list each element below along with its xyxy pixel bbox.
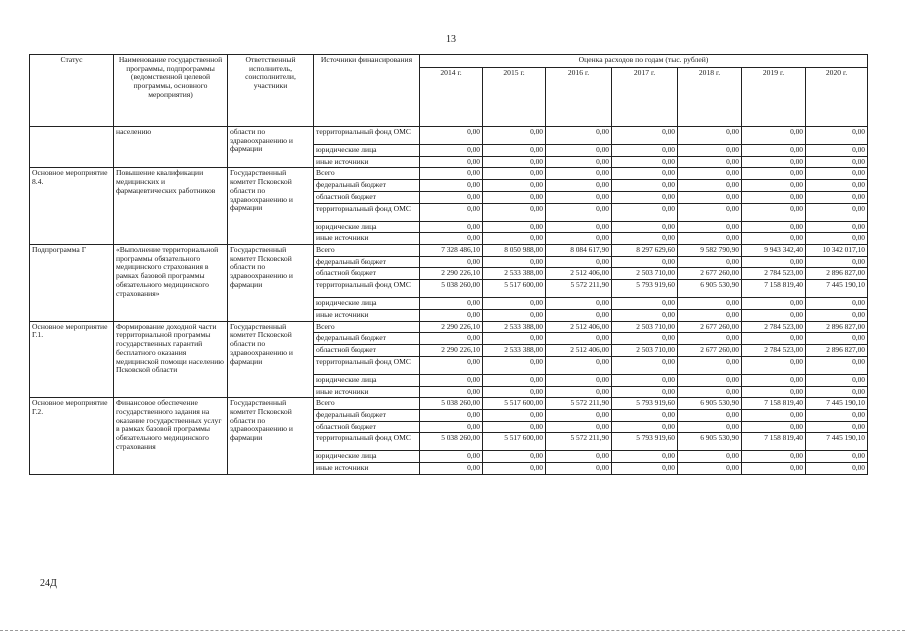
value-cell: 0,00 [806, 309, 868, 321]
scan-edge-line [0, 630, 905, 631]
value-cell: 0,00 [742, 256, 806, 268]
value-cell: 0,00 [678, 127, 742, 145]
value-cell: 0,00 [420, 298, 483, 310]
source-cell: иные источники [314, 386, 420, 398]
value-cell: 0,00 [806, 298, 868, 310]
value-cell: 0,00 [612, 203, 678, 221]
value-cell: 2 512 406,00 [546, 321, 612, 333]
value-cell: 5 572 211,90 [546, 280, 612, 298]
value-cell: 0,00 [420, 180, 483, 192]
value-cell: 0,00 [612, 180, 678, 192]
value-cell: 5 572 211,90 [546, 398, 612, 410]
source-cell: иные источники [314, 463, 420, 475]
name-cell: «Выполнение территориальной программы обязательного медицинского страхования в рамках базовой программы обязательного медицинского страхования» [114, 245, 228, 322]
value-cell: 2 533 388,00 [483, 321, 546, 333]
source-cell: территориальный фонд ОМС [314, 127, 420, 145]
value-cell: 0,00 [546, 233, 612, 245]
value-cell: 0,00 [742, 333, 806, 345]
header-year: 2016 г. [546, 68, 612, 127]
value-cell: 0,00 [678, 409, 742, 421]
value-cell: 0,00 [612, 451, 678, 463]
value-cell: 7 328 486,10 [420, 245, 483, 257]
header-year: 2015 г. [483, 68, 546, 127]
value-cell: 0,00 [420, 221, 483, 233]
value-cell: 0,00 [612, 221, 678, 233]
value-cell: 6 905 530,90 [678, 433, 742, 451]
table-row [30, 127, 868, 145]
value-cell: 0,00 [806, 168, 868, 180]
name-cell: Финансовое обеспечение государственного задания на оказание государственных услуг в рамках базовой программы обязательного медицинского страхования [114, 398, 228, 475]
value-cell: 0,00 [806, 333, 868, 345]
value-cell: 0,00 [612, 156, 678, 168]
value-cell: 0,00 [742, 298, 806, 310]
header-year: 2019 г. [742, 68, 806, 127]
value-cell: 2 503 710,00 [612, 345, 678, 357]
value-cell: 0,00 [483, 386, 546, 398]
table-row [30, 168, 868, 180]
value-cell: 7 445 190,10 [806, 280, 868, 298]
source-cell: территориальный фонд ОМС [314, 280, 420, 298]
value-cell: 0,00 [420, 191, 483, 203]
status-cell: Основное мероприятие Г.1. [30, 321, 114, 398]
value-cell: 0,00 [420, 409, 483, 421]
header-sources: Источники финансирования [314, 55, 420, 127]
value-cell: 0,00 [742, 221, 806, 233]
value-cell: 0,00 [420, 333, 483, 345]
value-cell: 6 905 530,90 [678, 398, 742, 410]
value-cell: 0,00 [420, 203, 483, 221]
value-cell: 0,00 [483, 221, 546, 233]
value-cell: 0,00 [806, 191, 868, 203]
value-cell: 0,00 [483, 168, 546, 180]
value-cell: 2 784 523,00 [742, 268, 806, 280]
value-cell: 0,00 [483, 156, 546, 168]
status-cell: Подпрограмма Г [30, 245, 114, 322]
header-year: 2017 г. [612, 68, 678, 127]
value-cell: 0,00 [806, 180, 868, 192]
source-cell: Всего [314, 245, 420, 257]
value-cell: 0,00 [420, 256, 483, 268]
value-cell: 2 677 260,00 [678, 345, 742, 357]
source-cell: областной бюджет [314, 421, 420, 433]
value-cell: 0,00 [546, 333, 612, 345]
value-cell: 2 784 523,00 [742, 345, 806, 357]
value-cell: 2 533 388,00 [483, 345, 546, 357]
value-cell: 0,00 [612, 233, 678, 245]
name-cell: Повышение квалификации медицинских и фармацевтических работников [114, 168, 228, 245]
value-cell: 0,00 [678, 233, 742, 245]
value-cell: 0,00 [612, 333, 678, 345]
value-cell: 0,00 [612, 374, 678, 386]
source-cell: иные источники [314, 156, 420, 168]
budget-table [29, 54, 868, 475]
value-cell: 0,00 [420, 421, 483, 433]
value-cell: 5 038 260,00 [420, 280, 483, 298]
value-cell: 0,00 [742, 409, 806, 421]
value-cell: 0,00 [612, 356, 678, 374]
source-cell: юридические лица [314, 221, 420, 233]
value-cell: 0,00 [483, 145, 546, 157]
source-cell: юридические лица [314, 374, 420, 386]
value-cell: 0,00 [678, 180, 742, 192]
value-cell: 2 290 226,10 [420, 345, 483, 357]
value-cell: 2 533 388,00 [483, 268, 546, 280]
value-cell: 7 158 819,40 [742, 280, 806, 298]
value-cell: 2 290 226,10 [420, 321, 483, 333]
value-cell: 0,00 [806, 203, 868, 221]
source-cell: территориальный фонд ОМС [314, 203, 420, 221]
value-cell: 0,00 [420, 463, 483, 475]
value-cell: 0,00 [483, 256, 546, 268]
value-cell: 0,00 [678, 356, 742, 374]
header-year: 2020 г. [806, 68, 868, 127]
value-cell: 8 050 988,00 [483, 245, 546, 257]
value-cell: 0,00 [612, 386, 678, 398]
value-cell: 0,00 [420, 145, 483, 157]
value-cell: 2 896 827,00 [806, 345, 868, 357]
source-cell: территориальный фонд ОМС [314, 356, 420, 374]
value-cell: 0,00 [678, 386, 742, 398]
value-cell: 0,00 [678, 374, 742, 386]
source-cell: Всего [314, 321, 420, 333]
value-cell: 0,00 [806, 127, 868, 145]
value-cell: 0,00 [742, 191, 806, 203]
header-year: 2018 г. [678, 68, 742, 127]
value-cell: 0,00 [678, 256, 742, 268]
value-cell: 2 896 827,00 [806, 321, 868, 333]
value-cell: 0,00 [678, 298, 742, 310]
footer-code: 24Д [40, 578, 57, 589]
value-cell: 0,00 [483, 463, 546, 475]
value-cell: 7 158 819,40 [742, 433, 806, 451]
value-cell: 0,00 [742, 233, 806, 245]
value-cell: 0,00 [420, 156, 483, 168]
source-cell: федеральный бюджет [314, 180, 420, 192]
source-cell: иные источники [314, 309, 420, 321]
value-cell: 2 290 226,10 [420, 268, 483, 280]
value-cell: 0,00 [678, 451, 742, 463]
value-cell: 0,00 [546, 386, 612, 398]
value-cell: 0,00 [483, 451, 546, 463]
name-cell: населению [114, 127, 228, 168]
responsible-cell: Государственный комитет Псковской области по здравоохранению и фармации [228, 321, 314, 398]
value-cell: 0,00 [742, 309, 806, 321]
value-cell: 0,00 [483, 421, 546, 433]
value-cell: 0,00 [612, 168, 678, 180]
value-cell: 0,00 [612, 256, 678, 268]
value-cell: 2 677 260,00 [678, 321, 742, 333]
source-cell: иные источники [314, 233, 420, 245]
source-cell: территориальный фонд ОМС [314, 433, 420, 451]
value-cell: 0,00 [546, 168, 612, 180]
header-year: 2014 г. [420, 68, 483, 127]
value-cell: 5 038 260,00 [420, 433, 483, 451]
page-number: 13 [446, 34, 456, 45]
value-cell: 0,00 [742, 421, 806, 433]
value-cell: 0,00 [420, 309, 483, 321]
value-cell: 0,00 [612, 127, 678, 145]
value-cell: 0,00 [483, 309, 546, 321]
value-cell: 2 512 406,00 [546, 345, 612, 357]
value-cell: 0,00 [678, 191, 742, 203]
value-cell: 0,00 [678, 221, 742, 233]
table-row [30, 398, 868, 410]
value-cell: 0,00 [546, 421, 612, 433]
value-cell: 0,00 [483, 191, 546, 203]
value-cell: 0,00 [612, 409, 678, 421]
value-cell: 0,00 [742, 145, 806, 157]
name-cell: Формирование доходной части территориальной программы государственных гарантий бесплатного оказания медицинской помощи населению Псковской области [114, 321, 228, 398]
value-cell: 5 517 600,00 [483, 398, 546, 410]
table-row [30, 245, 868, 257]
value-cell: 0,00 [806, 356, 868, 374]
value-cell: 0,00 [483, 333, 546, 345]
value-cell: 0,00 [806, 233, 868, 245]
value-cell: 0,00 [546, 156, 612, 168]
value-cell: 0,00 [742, 451, 806, 463]
source-cell: федеральный бюджет [314, 256, 420, 268]
value-cell: 2 503 710,00 [612, 268, 678, 280]
value-cell: 0,00 [742, 180, 806, 192]
value-cell: 0,00 [742, 356, 806, 374]
value-cell: 7 445 190,10 [806, 433, 868, 451]
value-cell: 0,00 [420, 233, 483, 245]
value-cell: 0,00 [806, 145, 868, 157]
value-cell: 2 512 406,00 [546, 268, 612, 280]
source-cell: Всего [314, 398, 420, 410]
value-cell: 0,00 [806, 451, 868, 463]
value-cell: 0,00 [420, 386, 483, 398]
value-cell: 0,00 [806, 374, 868, 386]
value-cell: 0,00 [678, 145, 742, 157]
value-cell: 0,00 [546, 145, 612, 157]
value-cell: 0,00 [546, 309, 612, 321]
value-cell: 2 896 827,00 [806, 268, 868, 280]
value-cell: 0,00 [483, 233, 546, 245]
value-cell: 0,00 [742, 463, 806, 475]
value-cell: 0,00 [806, 221, 868, 233]
value-cell: 0,00 [483, 374, 546, 386]
value-cell: 0,00 [678, 333, 742, 345]
source-cell: юридические лица [314, 298, 420, 310]
value-cell: 0,00 [806, 409, 868, 421]
value-cell: 0,00 [420, 451, 483, 463]
source-cell: областной бюджет [314, 345, 420, 357]
source-cell: федеральный бюджет [314, 333, 420, 345]
table-body [30, 127, 868, 475]
value-cell: 5 793 919,60 [612, 280, 678, 298]
value-cell: 0,00 [678, 309, 742, 321]
value-cell: 0,00 [612, 421, 678, 433]
responsible-cell: Государственный комитет Псковской области по здравоохранению и фармации [228, 398, 314, 475]
value-cell: 0,00 [742, 386, 806, 398]
value-cell: 5 517 600,00 [483, 433, 546, 451]
value-cell: 0,00 [806, 156, 868, 168]
value-cell: 0,00 [483, 127, 546, 145]
value-cell: 0,00 [483, 203, 546, 221]
value-cell: 0,00 [420, 127, 483, 145]
table-row [30, 321, 868, 333]
value-cell: 0,00 [546, 463, 612, 475]
value-cell: 0,00 [612, 309, 678, 321]
value-cell: 0,00 [546, 127, 612, 145]
value-cell: 7 445 190,10 [806, 398, 868, 410]
value-cell: 5 517 600,00 [483, 280, 546, 298]
value-cell: 0,00 [806, 256, 868, 268]
value-cell: 10 342 017,10 [806, 245, 868, 257]
value-cell: 0,00 [483, 180, 546, 192]
value-cell: 5 038 260,00 [420, 398, 483, 410]
source-cell: федеральный бюджет [314, 409, 420, 421]
value-cell: 7 158 819,40 [742, 398, 806, 410]
value-cell: 8 084 617,90 [546, 245, 612, 257]
value-cell: 0,00 [678, 463, 742, 475]
status-cell [30, 127, 114, 168]
source-cell: Всего [314, 168, 420, 180]
header-estimate: Оценка расходов по годам (тыс. рублей) [420, 55, 868, 68]
value-cell: 0,00 [678, 156, 742, 168]
value-cell: 0,00 [806, 386, 868, 398]
status-cell: Основное мероприятие Г.2. [30, 398, 114, 475]
value-cell: 0,00 [806, 421, 868, 433]
value-cell: 9 943 342,40 [742, 245, 806, 257]
header-status: Статус [30, 55, 114, 127]
responsible-cell: области по здравоохранению и фармации [228, 127, 314, 168]
value-cell: 0,00 [742, 374, 806, 386]
value-cell: 2 503 710,00 [612, 321, 678, 333]
source-cell: юридические лица [314, 451, 420, 463]
value-cell: 0,00 [546, 298, 612, 310]
value-cell: 0,00 [742, 203, 806, 221]
value-cell: 0,00 [546, 409, 612, 421]
value-cell: 0,00 [546, 356, 612, 374]
value-cell: 0,00 [420, 168, 483, 180]
value-cell: 0,00 [420, 374, 483, 386]
value-cell: 0,00 [742, 168, 806, 180]
responsible-cell: Государственный комитет Псковской области по здравоохранению и фармации [228, 168, 314, 245]
status-cell: Основное мероприятие 8.4. [30, 168, 114, 245]
header-responsible: Ответственный исполнитель, соисполнители, участники [228, 55, 314, 127]
responsible-cell: Государственный комитет Псковской области по здравоохранению и фармации [228, 245, 314, 322]
source-cell: юридические лица [314, 145, 420, 157]
value-cell: 0,00 [483, 298, 546, 310]
source-cell: областной бюджет [314, 268, 420, 280]
value-cell: 0,00 [546, 221, 612, 233]
value-cell: 0,00 [546, 256, 612, 268]
header-name: Наименование государственной программы, подпрограммы (ведомственной целевой программы, основного мероприятия) [114, 55, 228, 127]
value-cell: 0,00 [612, 145, 678, 157]
value-cell: 0,00 [420, 356, 483, 374]
value-cell: 0,00 [612, 463, 678, 475]
value-cell: 0,00 [483, 409, 546, 421]
source-cell: областной бюджет [314, 191, 420, 203]
value-cell: 5 793 919,60 [612, 398, 678, 410]
value-cell: 0,00 [612, 298, 678, 310]
value-cell: 5 793 919,60 [612, 433, 678, 451]
value-cell: 0,00 [483, 356, 546, 374]
value-cell: 0,00 [546, 191, 612, 203]
value-cell: 0,00 [546, 180, 612, 192]
value-cell: 8 297 629,60 [612, 245, 678, 257]
value-cell: 0,00 [742, 127, 806, 145]
value-cell: 0,00 [546, 203, 612, 221]
value-cell: 0,00 [806, 463, 868, 475]
value-cell: 5 572 211,90 [546, 433, 612, 451]
value-cell: 0,00 [678, 203, 742, 221]
value-cell: 0,00 [546, 374, 612, 386]
value-cell: 0,00 [546, 451, 612, 463]
value-cell: 2 677 260,00 [678, 268, 742, 280]
value-cell: 2 784 523,00 [742, 321, 806, 333]
value-cell: 0,00 [612, 191, 678, 203]
value-cell: 6 905 530,90 [678, 280, 742, 298]
value-cell: 0,00 [742, 156, 806, 168]
value-cell: 0,00 [678, 168, 742, 180]
value-cell: 0,00 [678, 421, 742, 433]
value-cell: 9 582 790,90 [678, 245, 742, 257]
